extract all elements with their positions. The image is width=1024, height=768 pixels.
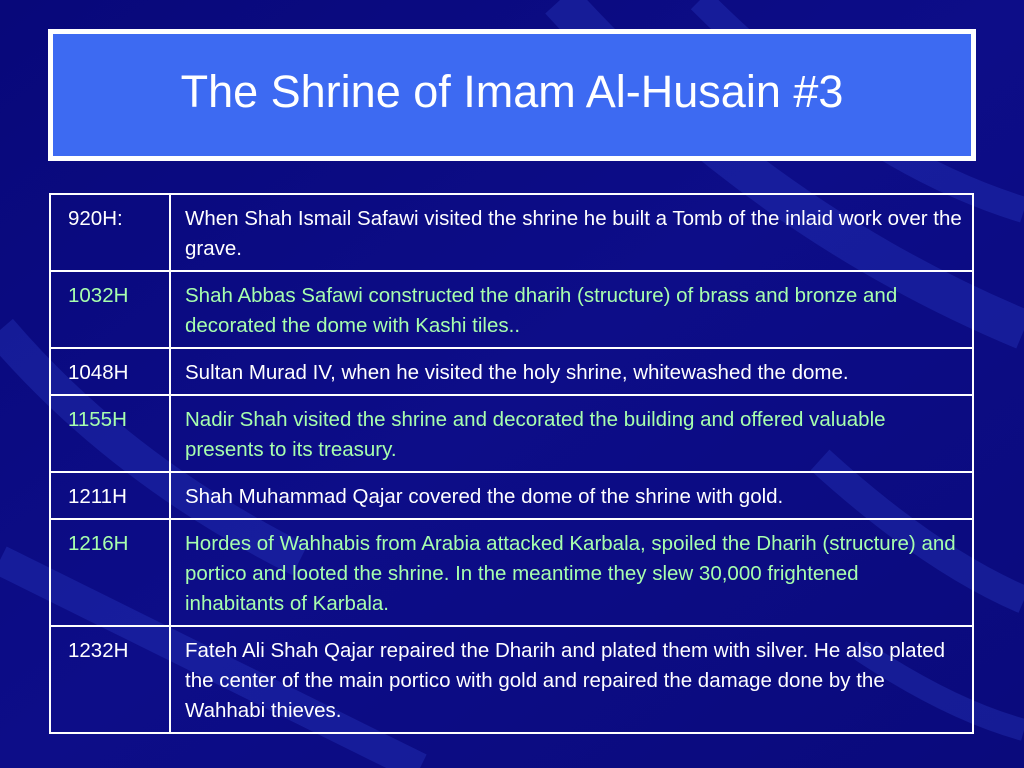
event-cell: Shah Muhammad Qajar covered the dome of the shrine with gold. bbox=[170, 472, 973, 519]
year-cell: 1232H bbox=[50, 626, 170, 733]
table-row bbox=[50, 395, 973, 472]
table-row bbox=[50, 348, 973, 395]
year-cell: 1211H bbox=[50, 472, 170, 519]
event-cell: Nadir Shah visited the shrine and decorated the building and offered valuable presents to its treasury. bbox=[170, 395, 973, 472]
event-cell bbox=[170, 348, 973, 395]
table-row bbox=[50, 472, 973, 519]
year-cell: 1048H bbox=[50, 348, 170, 395]
year-cell: 1155H bbox=[50, 395, 170, 472]
event-cell: Shah Abbas Safawi constructed the dharih (structure) of brass and bronze and decorated the dome with Kashi tiles.. bbox=[170, 271, 973, 348]
table-row bbox=[50, 626, 973, 733]
table-row bbox=[50, 271, 973, 348]
timeline-table bbox=[49, 193, 974, 734]
event-cell: When Shah Ismail Safawi visited the shrine he built a Tomb of the inlaid work over the grave. bbox=[170, 194, 973, 271]
event-cell: Fateh Ali Shah Qajar repaired the Dharih and plated them with silver. He also plated the center of the main portico with gold and repaired the damage done by the Wahhabi thieves. bbox=[170, 626, 973, 733]
event-text: Sultan Murad IV, when he visited the holy shrine, whitewashed the dome. bbox=[185, 361, 849, 384]
table-row bbox=[50, 194, 973, 271]
year-cell: 920H: bbox=[50, 194, 170, 271]
event-cell: Hordes of Wahhabis from Arabia attacked Karbala, spoiled the Dharih (structure) and portico and looted the shrine. In the meantime they slew 30,000 frightened inhabitants of Karbala. bbox=[170, 519, 973, 626]
title-box bbox=[48, 29, 976, 161]
table-row bbox=[50, 519, 973, 626]
year-cell: 1032H bbox=[50, 271, 170, 348]
year-cell: 1216H bbox=[50, 519, 170, 626]
slide-title: The Shrine of Imam Al-Husain #3 bbox=[180, 66, 844, 117]
